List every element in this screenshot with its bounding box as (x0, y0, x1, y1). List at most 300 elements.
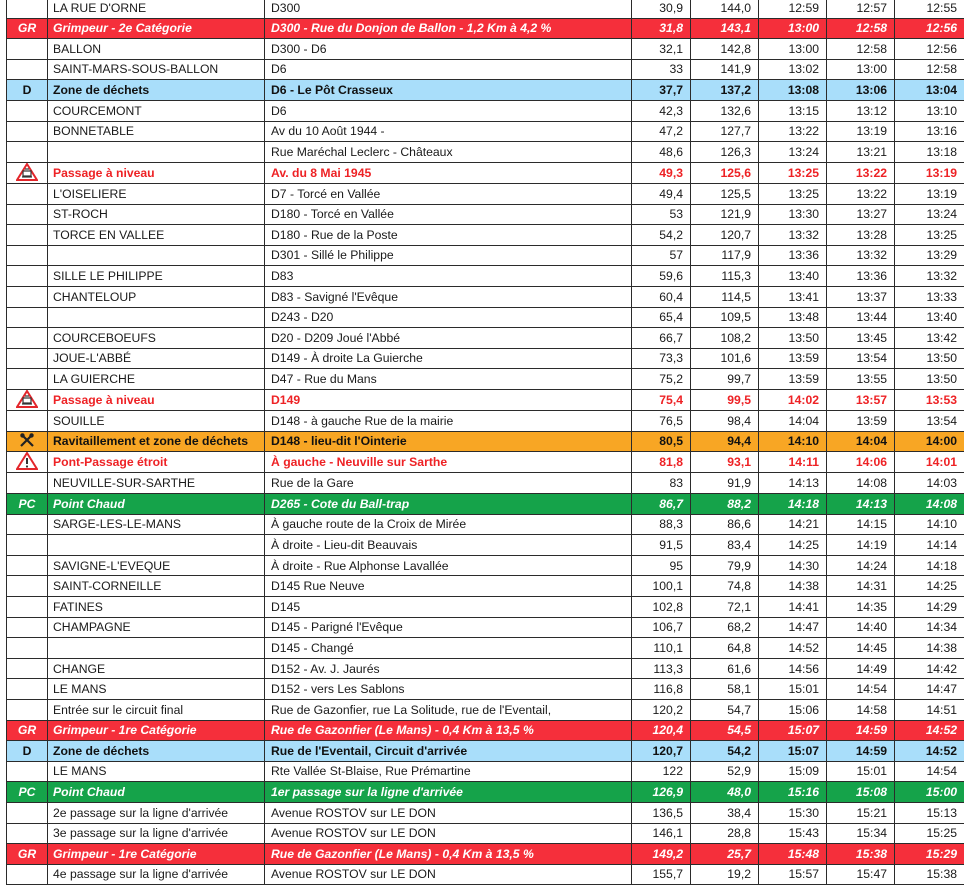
row-time-slow: 13:19 (895, 162, 965, 183)
row-time-fast: 15:06 (759, 700, 827, 721)
row-time-slow: 13:10 (895, 100, 965, 121)
table-row (7, 741, 965, 762)
table-row (7, 700, 965, 721)
row-road: D152 - vers Les Sablons (265, 679, 632, 700)
row-km-remaining: 54,7 (691, 700, 759, 721)
row-time-slow: 14:52 (895, 720, 965, 741)
row-time-fast: 14:56 (759, 658, 827, 679)
row-time-slow: 13:50 (895, 348, 965, 369)
row-location: COURCEMONT (48, 100, 265, 121)
table-row (7, 100, 965, 121)
row-code (7, 473, 48, 494)
row-time-medium: 13:28 (827, 225, 895, 246)
row-code (7, 431, 48, 452)
row-time-slow: 13:18 (895, 142, 965, 163)
table-row (7, 514, 965, 535)
row-road: Av du 10 Août 1944 - (265, 121, 632, 142)
row-time-fast: 13:40 (759, 266, 827, 287)
row-location: Ravitaillement et zone de déchets (48, 431, 265, 452)
row-km-remaining: 99,5 (691, 389, 759, 410)
row-km-remaining: 91,9 (691, 473, 759, 494)
row-road: D47 - Rue du Mans (265, 369, 632, 390)
row-code: GR (7, 844, 48, 865)
row-km-remaining: 19,2 (691, 864, 759, 885)
row-time-medium: 14:40 (827, 617, 895, 638)
table-row (7, 494, 965, 515)
row-time-slow: 14:10 (895, 514, 965, 535)
row-location: L'OISELIERE (48, 183, 265, 204)
row-time-medium: 14:31 (827, 576, 895, 597)
row-time-slow: 14:54 (895, 761, 965, 782)
row-location: SAINT-MARS-SOUS-BALLON (48, 59, 265, 80)
row-time-medium: 13:12 (827, 100, 895, 121)
row-code (7, 389, 48, 410)
row-time-medium: 13:59 (827, 411, 895, 432)
row-time-fast: 14:04 (759, 411, 827, 432)
table-row (7, 802, 965, 823)
row-location: SAINT-CORNEILLE (48, 576, 265, 597)
row-time-slow: 13:24 (895, 204, 965, 225)
row-road: À gauche - Neuville sur Sarthe (265, 452, 632, 473)
row-code (7, 100, 48, 121)
row-location: Point Chaud (48, 494, 265, 515)
row-time-slow: 13:33 (895, 286, 965, 307)
row-time-fast: 14:21 (759, 514, 827, 535)
row-km-remaining: 108,2 (691, 328, 759, 349)
table-row (7, 576, 965, 597)
row-road: D145 - Changé (265, 638, 632, 659)
row-time-medium: 13:32 (827, 245, 895, 266)
row-time-fast: 15:07 (759, 720, 827, 741)
row-road: D300 - D6 (265, 39, 632, 60)
row-time-slow: 13:16 (895, 121, 965, 142)
row-time-fast: 13:25 (759, 162, 827, 183)
table-row (7, 844, 965, 865)
itinerary-table (6, 0, 964, 885)
row-road: Av. du 8 Mai 1945 (265, 162, 632, 183)
row-time-medium: 15:47 (827, 864, 895, 885)
row-km-remaining: 99,7 (691, 369, 759, 390)
row-km-covered: 102,8 (632, 597, 691, 618)
row-time-fast: 13:02 (759, 59, 827, 80)
row-code (7, 183, 48, 204)
row-time-medium: 13:55 (827, 369, 895, 390)
row-km-covered: 120,2 (632, 700, 691, 721)
row-road: À droite - Rue Alphonse Lavallée (265, 555, 632, 576)
row-road: Rue de Gazonfier (Le Mans) - 0,4 Km à 13,5 % (265, 844, 632, 865)
row-km-remaining: 52,9 (691, 761, 759, 782)
table-row (7, 761, 965, 782)
row-road: D180 - Rue de la Poste (265, 225, 632, 246)
row-km-remaining: 125,6 (691, 162, 759, 183)
row-location (48, 307, 265, 328)
row-road: D145 - Parigné l'Evêque (265, 617, 632, 638)
table-row (7, 555, 965, 576)
row-code (7, 286, 48, 307)
table-row (7, 782, 965, 803)
row-km-covered: 136,5 (632, 802, 691, 823)
row-km-covered: 66,7 (632, 328, 691, 349)
row-time-fast: 14:41 (759, 597, 827, 618)
row-km-covered: 30,9 (632, 0, 691, 18)
row-time-medium: 13:45 (827, 328, 895, 349)
row-time-slow: 13:54 (895, 411, 965, 432)
row-time-medium: 13:00 (827, 59, 895, 80)
row-code (7, 162, 48, 183)
row-km-remaining: 126,3 (691, 142, 759, 163)
row-time-fast: 13:36 (759, 245, 827, 266)
row-time-slow: 14:25 (895, 576, 965, 597)
row-code (7, 864, 48, 885)
row-time-fast: 14:52 (759, 638, 827, 659)
row-time-medium: 14:15 (827, 514, 895, 535)
row-time-fast: 13:48 (759, 307, 827, 328)
row-road: Avenue ROSTOV sur LE DON (265, 864, 632, 885)
row-time-medium: 13:21 (827, 142, 895, 163)
warning-icon (16, 452, 38, 472)
row-time-fast: 13:30 (759, 204, 827, 225)
row-code (7, 39, 48, 60)
row-location: SARGE-LES-LE-MANS (48, 514, 265, 535)
row-time-medium: 14:59 (827, 720, 895, 741)
row-time-medium: 15:21 (827, 802, 895, 823)
row-code (7, 700, 48, 721)
row-time-fast: 13:59 (759, 369, 827, 390)
row-time-medium: 15:38 (827, 844, 895, 865)
row-code (7, 658, 48, 679)
row-time-medium: 14:59 (827, 741, 895, 762)
row-location: Passage à niveau (48, 389, 265, 410)
row-time-medium: 14:04 (827, 431, 895, 452)
row-road: Rue Maréchal Leclerc - Châteaux (265, 142, 632, 163)
row-km-covered: 149,2 (632, 844, 691, 865)
row-time-fast: 13:24 (759, 142, 827, 163)
row-km-covered: 42,3 (632, 100, 691, 121)
row-km-remaining: 120,7 (691, 225, 759, 246)
table-row (7, 39, 965, 60)
row-time-medium: 12:57 (827, 0, 895, 18)
row-location: BALLON (48, 39, 265, 60)
table-row (7, 18, 965, 39)
row-code (7, 597, 48, 618)
table-row (7, 617, 965, 638)
row-location: TORCE EN VALLEE (48, 225, 265, 246)
row-code: GR (7, 720, 48, 741)
row-location: 3e passage sur la ligne d'arrivée (48, 823, 265, 844)
row-road: Rue de Gazonfier (Le Mans) - 0,4 Km à 13,5 % (265, 720, 632, 741)
row-code (7, 514, 48, 535)
row-time-fast: 14:18 (759, 494, 827, 515)
row-road: D83 (265, 266, 632, 287)
row-time-slow: 13:25 (895, 225, 965, 246)
row-location: LE MANS (48, 761, 265, 782)
row-code (7, 638, 48, 659)
row-time-medium: 13:22 (827, 183, 895, 204)
row-road: D180 - Torcé en Vallée (265, 204, 632, 225)
row-km-covered: 49,3 (632, 162, 691, 183)
row-time-slow: 12:58 (895, 59, 965, 80)
row-location (48, 142, 265, 163)
row-road: D300 - Rue du Donjon de Ballon - 1,2 Km à 4,2 % (265, 18, 632, 39)
row-km-remaining: 83,4 (691, 535, 759, 556)
row-time-slow: 14:38 (895, 638, 965, 659)
row-time-medium: 14:35 (827, 597, 895, 618)
row-code (7, 266, 48, 287)
row-road: Rue de l'Eventail, Circuit d'arrivée (265, 741, 632, 762)
row-code (7, 142, 48, 163)
row-km-covered: 75,2 (632, 369, 691, 390)
row-km-remaining: 74,8 (691, 576, 759, 597)
row-km-covered: 122 (632, 761, 691, 782)
row-time-fast: 15:07 (759, 741, 827, 762)
table-row (7, 0, 965, 18)
row-km-covered: 59,6 (632, 266, 691, 287)
table-row (7, 80, 965, 101)
itinerary-table-viewport (6, 0, 964, 885)
table-row (7, 266, 965, 287)
row-time-fast: 14:30 (759, 555, 827, 576)
row-code (7, 802, 48, 823)
row-code (7, 245, 48, 266)
row-code (7, 576, 48, 597)
row-time-fast: 13:25 (759, 183, 827, 204)
row-road: À droite - Lieu-dit Beauvais (265, 535, 632, 556)
row-time-slow: 14:03 (895, 473, 965, 494)
row-time-slow: 15:29 (895, 844, 965, 865)
row-location: Zone de déchets (48, 80, 265, 101)
row-road: D148 - lieu-dit l'Ointerie (265, 431, 632, 452)
row-time-slow: 14:51 (895, 700, 965, 721)
table-row (7, 535, 965, 556)
row-road: D145 Rue Neuve (265, 576, 632, 597)
row-time-fast: 13:22 (759, 121, 827, 142)
row-time-fast: 15:57 (759, 864, 827, 885)
row-road: Rue de Gazonfier, rue La Solitude, rue de l'Eventail, (265, 700, 632, 721)
row-code (7, 679, 48, 700)
row-time-medium: 15:34 (827, 823, 895, 844)
row-time-slow: 15:00 (895, 782, 965, 803)
row-time-slow: 13:29 (895, 245, 965, 266)
row-km-covered: 33 (632, 59, 691, 80)
row-time-medium: 13:22 (827, 162, 895, 183)
row-time-slow: 12:56 (895, 18, 965, 39)
row-time-medium: 13:19 (827, 121, 895, 142)
row-km-remaining: 142,8 (691, 39, 759, 60)
row-time-slow: 13:19 (895, 183, 965, 204)
row-road: D265 - Cote du Ball-trap (265, 494, 632, 515)
row-location (48, 638, 265, 659)
row-km-remaining: 88,2 (691, 494, 759, 515)
row-km-remaining: 54,2 (691, 741, 759, 762)
row-road: D152 - Av. J. Jaurés (265, 658, 632, 679)
table-row (7, 348, 965, 369)
table-row (7, 328, 965, 349)
table-row (7, 452, 965, 473)
row-location: SILLE LE PHILIPPE (48, 266, 265, 287)
row-time-slow: 15:25 (895, 823, 965, 844)
row-km-covered: 126,9 (632, 782, 691, 803)
row-road: D7 - Torcé en Vallée (265, 183, 632, 204)
row-time-fast: 14:13 (759, 473, 827, 494)
row-time-fast: 14:47 (759, 617, 827, 638)
row-km-covered: 76,5 (632, 411, 691, 432)
row-time-medium: 13:57 (827, 389, 895, 410)
row-code (7, 823, 48, 844)
row-time-slow: 13:04 (895, 80, 965, 101)
row-location: Entrée sur le circuit final (48, 700, 265, 721)
row-time-fast: 12:59 (759, 0, 827, 18)
row-time-slow: 13:42 (895, 328, 965, 349)
row-time-fast: 13:32 (759, 225, 827, 246)
level-crossing-icon (16, 390, 38, 410)
row-location: CHAMPAGNE (48, 617, 265, 638)
row-km-covered: 73,3 (632, 348, 691, 369)
row-road: D6 - Le Pôt Crasseux (265, 80, 632, 101)
row-time-fast: 13:50 (759, 328, 827, 349)
row-time-fast: 13:00 (759, 18, 827, 39)
table-row (7, 638, 965, 659)
row-km-remaining: 93,1 (691, 452, 759, 473)
row-road: D20 - D209 Joué l'Abbé (265, 328, 632, 349)
row-time-medium: 13:37 (827, 286, 895, 307)
row-time-fast: 14:10 (759, 431, 827, 452)
row-location: SOUILLE (48, 411, 265, 432)
row-location: NEUVILLE-SUR-SARTHE (48, 473, 265, 494)
row-km-covered: 88,3 (632, 514, 691, 535)
row-km-remaining: 125,5 (691, 183, 759, 204)
itinerary-rows (7, 0, 965, 885)
row-km-covered: 106,7 (632, 617, 691, 638)
row-location: LE MANS (48, 679, 265, 700)
row-time-medium: 14:58 (827, 700, 895, 721)
row-km-covered: 60,4 (632, 286, 691, 307)
row-road: Avenue ROSTOV sur LE DON (265, 802, 632, 823)
row-time-slow: 14:00 (895, 431, 965, 452)
row-km-covered: 116,8 (632, 679, 691, 700)
row-code (7, 121, 48, 142)
row-code (7, 617, 48, 638)
row-km-covered: 81,8 (632, 452, 691, 473)
row-time-slow: 14:52 (895, 741, 965, 762)
row-km-remaining: 68,2 (691, 617, 759, 638)
row-time-fast: 13:41 (759, 286, 827, 307)
row-location: LA RUE D'ORNE (48, 0, 265, 18)
row-time-slow: 12:56 (895, 39, 965, 60)
row-location: Grimpeur - 1re Catégorie (48, 720, 265, 741)
row-km-covered: 95 (632, 555, 691, 576)
row-km-remaining: 79,9 (691, 555, 759, 576)
row-km-remaining: 72,1 (691, 597, 759, 618)
row-km-covered: 32,1 (632, 39, 691, 60)
row-time-medium: 14:13 (827, 494, 895, 515)
row-time-medium: 14:19 (827, 535, 895, 556)
row-location: ST-ROCH (48, 204, 265, 225)
row-code (7, 59, 48, 80)
row-location: Passage à niveau (48, 162, 265, 183)
row-km-covered: 80,5 (632, 431, 691, 452)
row-km-remaining: 101,6 (691, 348, 759, 369)
row-code (7, 0, 48, 18)
row-time-slow: 14:47 (895, 679, 965, 700)
table-row (7, 658, 965, 679)
row-code (7, 411, 48, 432)
row-road: D145 (265, 597, 632, 618)
row-time-medium: 13:27 (827, 204, 895, 225)
row-time-fast: 15:16 (759, 782, 827, 803)
row-road: D300 (265, 0, 632, 18)
row-km-remaining: 117,9 (691, 245, 759, 266)
row-km-covered: 65,4 (632, 307, 691, 328)
row-km-remaining: 86,6 (691, 514, 759, 535)
row-km-remaining: 28,8 (691, 823, 759, 844)
row-code (7, 204, 48, 225)
table-row (7, 473, 965, 494)
row-time-fast: 15:30 (759, 802, 827, 823)
table-row (7, 823, 965, 844)
row-road: D83 - Savigné l'Evêque (265, 286, 632, 307)
row-km-remaining: 121,9 (691, 204, 759, 225)
row-km-covered: 54,2 (632, 225, 691, 246)
row-km-covered: 47,2 (632, 121, 691, 142)
table-row (7, 720, 965, 741)
row-code: GR (7, 18, 48, 39)
row-km-remaining: 141,9 (691, 59, 759, 80)
row-time-fast: 13:08 (759, 80, 827, 101)
row-code (7, 225, 48, 246)
row-road: D148 - à gauche Rue de la mairie (265, 411, 632, 432)
row-location (48, 245, 265, 266)
row-code (7, 761, 48, 782)
row-km-remaining: 64,8 (691, 638, 759, 659)
table-row (7, 204, 965, 225)
row-road: D149 (265, 389, 632, 410)
row-time-slow: 13:53 (895, 389, 965, 410)
row-km-covered: 155,7 (632, 864, 691, 885)
row-km-remaining: 25,7 (691, 844, 759, 865)
row-location: Point Chaud (48, 782, 265, 803)
row-time-fast: 14:11 (759, 452, 827, 473)
table-row (7, 597, 965, 618)
row-km-remaining: 127,7 (691, 121, 759, 142)
row-location: Pont-Passage étroit (48, 452, 265, 473)
row-time-medium: 15:08 (827, 782, 895, 803)
row-location: Grimpeur - 2e Catégorie (48, 18, 265, 39)
row-time-slow: 14:01 (895, 452, 965, 473)
row-time-slow: 14:08 (895, 494, 965, 515)
table-row (7, 431, 965, 452)
row-time-slow: 13:40 (895, 307, 965, 328)
row-location: BONNETABLE (48, 121, 265, 142)
row-road: D243 - D20 (265, 307, 632, 328)
row-location: SAVIGNE-L'EVEQUE (48, 555, 265, 576)
row-time-slow: 15:13 (895, 802, 965, 823)
row-km-remaining: 115,3 (691, 266, 759, 287)
row-time-medium: 13:54 (827, 348, 895, 369)
row-code (7, 369, 48, 390)
table-row (7, 369, 965, 390)
row-time-fast: 14:02 (759, 389, 827, 410)
row-km-covered: 91,5 (632, 535, 691, 556)
table-row (7, 121, 965, 142)
row-time-medium: 13:44 (827, 307, 895, 328)
table-row (7, 245, 965, 266)
row-code (7, 535, 48, 556)
row-road: D6 (265, 100, 632, 121)
row-km-remaining: 98,4 (691, 411, 759, 432)
row-km-covered: 57 (632, 245, 691, 266)
row-km-covered: 100,1 (632, 576, 691, 597)
row-time-fast: 13:00 (759, 39, 827, 60)
